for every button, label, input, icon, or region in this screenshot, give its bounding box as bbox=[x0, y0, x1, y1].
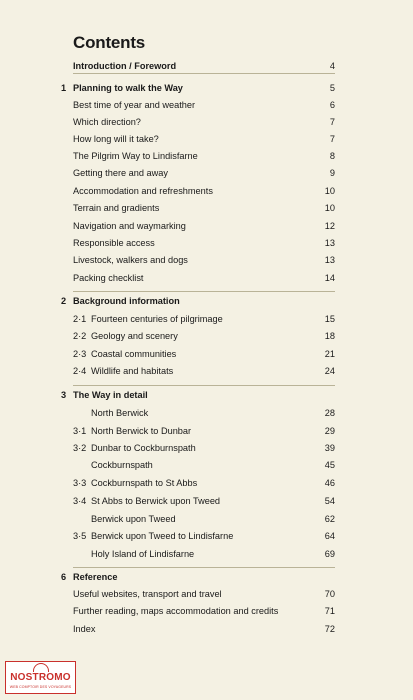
toc-entry-label: Getting there and away bbox=[73, 168, 168, 178]
toc-entry[interactable] bbox=[0, 97, 413, 113]
toc-entry-page: 13 bbox=[324, 238, 335, 248]
toc-entry-label: Useful websites, transport and travel bbox=[73, 589, 222, 599]
toc-entry-label: Index bbox=[73, 624, 96, 634]
toc-entry[interactable] bbox=[0, 311, 413, 327]
page-title: Contents bbox=[73, 33, 146, 52]
toc-entry-page: 71 bbox=[324, 606, 335, 616]
toc-entry-page: 7 bbox=[329, 117, 335, 127]
toc-entry-page: 39 bbox=[324, 443, 335, 453]
toc-entry[interactable] bbox=[0, 440, 413, 456]
toc-entry-label: Berwick upon Tweed to Lindisfarne bbox=[91, 531, 234, 541]
toc-entry[interactable] bbox=[0, 405, 413, 421]
toc-entry-label: Best time of year and weather bbox=[73, 100, 196, 110]
toc-entry-label: North Berwick to Dunbar bbox=[91, 426, 192, 436]
toc-entry-label: Reference bbox=[73, 572, 118, 582]
toc-entry-label: St Abbs to Berwick upon Tweed bbox=[91, 496, 221, 506]
toc-entry-page: 64 bbox=[324, 531, 335, 541]
toc-entry-number: 3 bbox=[61, 390, 67, 400]
logo-brand: NOSTROMO bbox=[10, 672, 71, 683]
section-divider bbox=[73, 291, 335, 292]
toc-entry-number: 2·3 bbox=[73, 349, 87, 359]
toc-entry[interactable] bbox=[0, 528, 413, 544]
toc-entry-page: 7 bbox=[329, 134, 335, 144]
toc-section-heading[interactable] bbox=[0, 387, 413, 403]
toc-entry-label: Coastal communities bbox=[91, 349, 177, 359]
toc-entry-label: Planning to walk the Way bbox=[73, 83, 183, 93]
toc-entry[interactable] bbox=[0, 183, 413, 199]
toc-entry-page: 9 bbox=[329, 168, 335, 178]
toc-entry-label: How long will it take? bbox=[73, 134, 159, 144]
toc-entry-number: 3·3 bbox=[73, 478, 87, 488]
toc-entry[interactable] bbox=[0, 114, 413, 130]
toc-entry[interactable] bbox=[0, 621, 413, 637]
toc-entry-page: 29 bbox=[324, 426, 335, 436]
toc-entry[interactable] bbox=[0, 200, 413, 216]
toc-entry-page: 18 bbox=[324, 331, 335, 341]
toc-entry-page: 14 bbox=[324, 273, 335, 283]
toc-entry-page: 15 bbox=[324, 314, 335, 324]
toc-entry[interactable] bbox=[0, 511, 413, 527]
toc-entry-label: Livestock, walkers and dogs bbox=[73, 255, 188, 265]
toc-entry[interactable] bbox=[0, 218, 413, 234]
toc-entry-page: 46 bbox=[324, 478, 335, 488]
toc-entry-label: Packing checklist bbox=[73, 273, 144, 283]
toc-entry-number: 2·4 bbox=[73, 366, 87, 376]
toc-entry-page: 5 bbox=[329, 83, 335, 93]
toc-entry-label: Cockburnspath bbox=[91, 460, 153, 470]
logo-arc-icon bbox=[33, 663, 49, 672]
toc-entry[interactable] bbox=[0, 363, 413, 379]
toc-entry-label: Cockburnspath to St Abbs bbox=[91, 478, 198, 488]
toc-entry-page: 4 bbox=[329, 61, 335, 71]
toc-entry-label: Navigation and waymarking bbox=[73, 221, 186, 231]
toc-entry-number: 3·1 bbox=[73, 426, 87, 436]
toc-entry-page: 6 bbox=[329, 100, 335, 110]
toc-entry-label: Wildlife and habitats bbox=[91, 366, 174, 376]
toc-entry-number: 3·2 bbox=[73, 443, 87, 453]
toc-entry-label: Accommodation and refreshments bbox=[73, 186, 213, 196]
toc-entry[interactable] bbox=[0, 252, 413, 268]
toc-entry-number: 1 bbox=[61, 83, 67, 93]
toc-entry-page: 69 bbox=[324, 549, 335, 559]
toc-entry-label: Berwick upon Tweed bbox=[91, 514, 176, 524]
toc-entry[interactable] bbox=[0, 58, 413, 74]
toc-entry[interactable] bbox=[0, 475, 413, 491]
toc-entry-page: 72 bbox=[324, 624, 335, 634]
toc-entry[interactable] bbox=[0, 423, 413, 439]
toc-entry-page: 28 bbox=[324, 408, 335, 418]
toc-entry-number: 3·4 bbox=[73, 496, 87, 506]
toc-entry-label: Further reading, maps accommodation and credits bbox=[73, 606, 279, 616]
toc-entry-page: 13 bbox=[324, 255, 335, 265]
toc-entry-number: 6 bbox=[61, 572, 67, 582]
toc-entry-page: 45 bbox=[324, 460, 335, 470]
section-divider bbox=[73, 385, 335, 386]
toc-entry[interactable] bbox=[0, 131, 413, 147]
toc-entry-page: 62 bbox=[324, 514, 335, 524]
toc-entry-number: 2 bbox=[61, 296, 67, 306]
toc-entry-number: 3·5 bbox=[73, 531, 87, 541]
toc-entry-label: Geology and scenery bbox=[91, 331, 178, 341]
toc-section-heading[interactable] bbox=[0, 80, 413, 96]
toc-entry-page: 24 bbox=[324, 366, 335, 376]
toc-entry-label: North Berwick bbox=[91, 408, 149, 418]
toc-entry[interactable] bbox=[0, 603, 413, 619]
toc-section-heading[interactable] bbox=[0, 569, 413, 585]
toc-entry-number: 2·2 bbox=[73, 331, 87, 341]
toc-entry[interactable] bbox=[0, 586, 413, 602]
toc-entry[interactable] bbox=[0, 493, 413, 509]
section-divider bbox=[73, 567, 335, 568]
toc-entry-label: Holy Island of Lindisfarne bbox=[91, 549, 195, 559]
toc-entry-label: The Way in detail bbox=[73, 390, 148, 400]
toc-entry[interactable] bbox=[0, 165, 413, 181]
toc-entry[interactable] bbox=[0, 546, 413, 562]
toc-entry[interactable] bbox=[0, 346, 413, 362]
toc-entry-label: Responsible access bbox=[73, 238, 155, 248]
toc-entry-page: 10 bbox=[324, 186, 335, 196]
toc-entry-page: 12 bbox=[324, 221, 335, 231]
toc-section-heading[interactable] bbox=[0, 293, 413, 309]
toc-entry[interactable] bbox=[0, 148, 413, 164]
toc-entry-page: 70 bbox=[324, 589, 335, 599]
toc-entry[interactable] bbox=[0, 270, 413, 286]
toc-entry-label: Dunbar to Cockburnspath bbox=[91, 443, 196, 453]
toc-entry-label: Terrain and gradients bbox=[73, 203, 160, 213]
toc-entry-page: 54 bbox=[324, 496, 335, 506]
toc-entry-label: Background information bbox=[73, 296, 180, 306]
toc-entry[interactable] bbox=[0, 457, 413, 473]
toc-entry-label: The Pilgrim Way to Lindisfarne bbox=[73, 151, 198, 161]
toc-entry[interactable] bbox=[0, 328, 413, 344]
toc-entry-page: 8 bbox=[329, 151, 335, 161]
toc-entry-label: Introduction / Foreword bbox=[73, 61, 177, 71]
toc-entry-label: Fourteen centuries of pilgrimage bbox=[91, 314, 223, 324]
nostromo-logo bbox=[5, 661, 76, 694]
toc-entry-page: 10 bbox=[324, 203, 335, 213]
toc-entry-label: Which direction? bbox=[73, 117, 141, 127]
logo-tagline: WEB COMPTOIR DES VOYAGEURS bbox=[9, 685, 72, 689]
toc-entry[interactable] bbox=[0, 235, 413, 251]
toc-entry-number: 2·1 bbox=[73, 314, 87, 324]
toc-entry-page: 21 bbox=[324, 349, 335, 359]
